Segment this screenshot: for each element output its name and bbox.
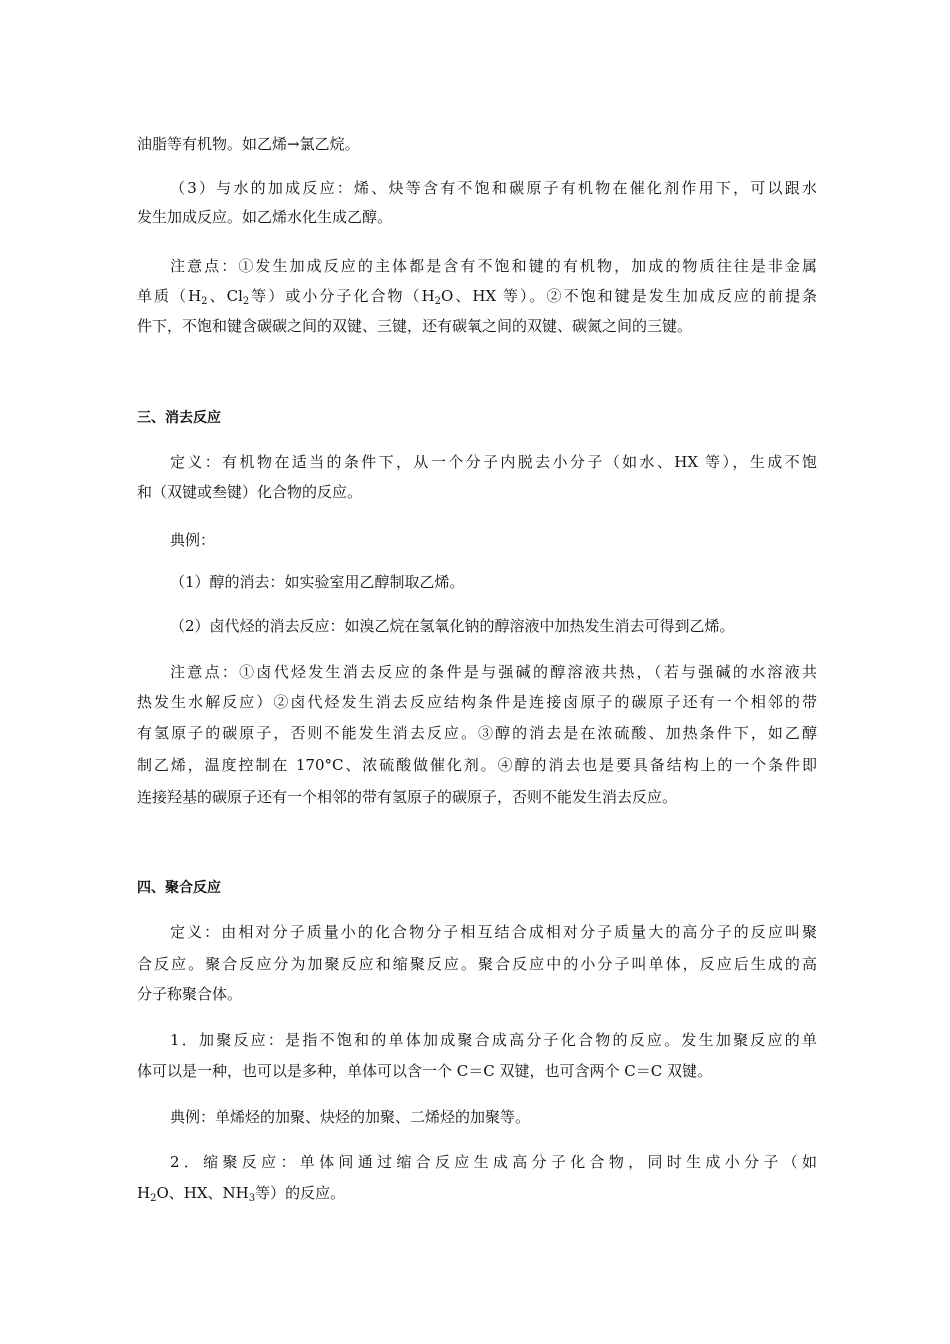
list-item: （2）卤代烃的消去反应：如溴乙烷在氢氧化钠的醇溶液中加热发生消去可得到乙烯。 bbox=[170, 617, 735, 635]
paragraph-line: 定义：有机物在适当的条件下，从一个分子内脱去小分子（如水、HX 等），生成不饱 bbox=[170, 453, 817, 471]
paragraph-line: 制乙烯，温度控制在 170°C、浓硫酸做催化剂。④醇的消去也是要具备结构上的一个条件即 bbox=[137, 756, 817, 774]
paragraph-line: 注意点：①发生加成反应的主体都是含有不饱和键的有机物，加成的物质往往是非金属 bbox=[170, 257, 817, 275]
section-heading: 四、聚合反应 bbox=[137, 880, 221, 896]
paragraph-line: 典例：单烯烃的加聚、炔烃的加聚、二烯烃的加聚等。 bbox=[170, 1108, 531, 1126]
paragraph-line: 分子称聚合体。 bbox=[137, 985, 243, 1003]
section-heading: 三、消去反应 bbox=[137, 410, 221, 426]
paragraph-line: （3）与水的加成反应：烯、炔等含有不饱和碳原子有机物在催化剂作用下，可以跟水 bbox=[170, 179, 817, 197]
paragraph-line: 热发生水解反应）②卤代烃发生消去反应结构条件是连接卤原子的碳原子还有一个相邻的带 bbox=[137, 693, 817, 711]
paragraph-line: 油脂等有机物。如乙烯→氯乙烷。 bbox=[137, 135, 360, 153]
paragraph-line: 1．加聚反应：是指不饱和的单体加成聚合成高分子化合物的反应。发生加聚反应的单 bbox=[170, 1031, 817, 1049]
paragraph-line: 注意点：①卤代烃发生消去反应的条件是与强碱的醇溶液共热，（若与强碱的水溶液共 bbox=[170, 663, 817, 681]
paragraph-line-with-formula: $H_2O$、HX、$NH_3$等）的反应。 bbox=[137, 1184, 346, 1203]
paragraph-line: 件下，不饱和键含碳碳之间的双键、三键，还有碳氧之间的双键、碳氮之间的三键。 bbox=[137, 317, 693, 335]
paragraph-line: 定义：由相对分子质量小的化合物分子相互结合成相对分子质量大的高分子的反应叫聚 bbox=[170, 923, 817, 941]
paragraph-line: 体可以是一种，也可以是多种，单体可以含一个 C＝C 双键，也可含两个 C＝C 双键。 bbox=[137, 1062, 712, 1080]
paragraph-line: 2．缩聚反应：单体间通过缩合反应生成高分子化合物，同时生成小分子（如 bbox=[170, 1153, 817, 1171]
paragraph-line: 连接羟基的碳原子还有一个相邻的带有氢原子的碳原子，否则不能发生消去反应。 bbox=[137, 788, 678, 806]
paragraph-line: 有氢原子的碳原子，否则不能发生消去反应。③醇的消去是在浓硫酸、加热条件下，如乙醇 bbox=[137, 724, 817, 742]
paragraph-line: 发生加成反应。如乙烯水化生成乙醇。 bbox=[137, 208, 393, 226]
paragraph-line-with-formula: 单质（$H_2$、$Cl_2$等）或小分子化合物（$H_2O$、HX 等）。②不饱和键是发生加成反应的前提条 bbox=[137, 287, 817, 306]
paragraph-line: 合反应。聚合反应分为加聚反应和缩聚反应。聚合反应中的小分子叫单体，反应后生成的高 bbox=[137, 955, 817, 973]
paragraph-line: 和（双键或叁键）化合物的反应。 bbox=[137, 483, 363, 501]
list-item: （1）醇的消去：如实验室用乙醇制取乙烯。 bbox=[170, 573, 465, 591]
paragraph-line: 典例： bbox=[170, 531, 216, 549]
